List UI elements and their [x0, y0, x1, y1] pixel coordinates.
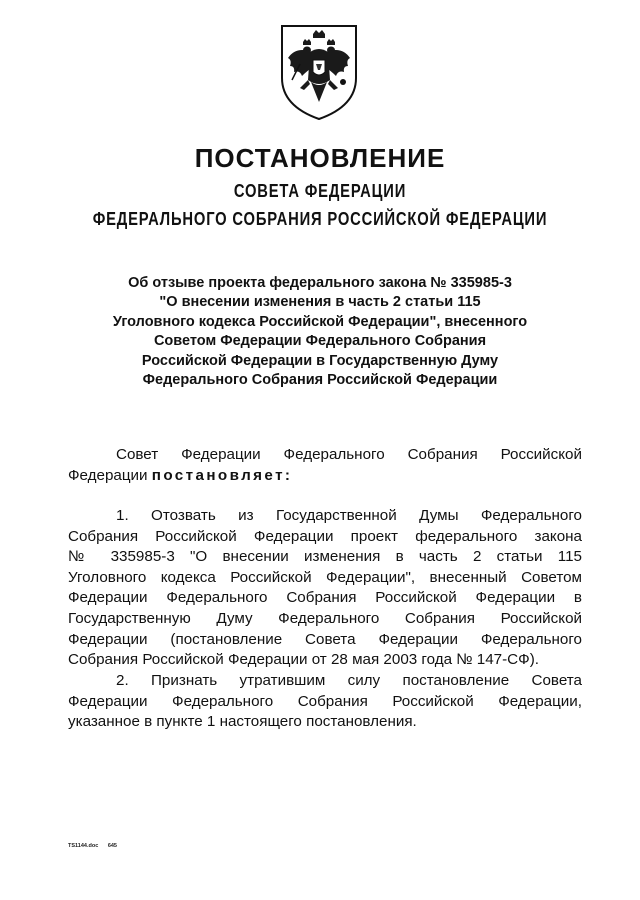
paragraph-line: Собрания Российской Федерации проект федерального закона	[68, 527, 582, 545]
subject-line: Об отзыве проекта федерального закона № 335985-3	[128, 275, 512, 291]
intro-line: Совет Федерации Федерального Собрания Российской	[116, 446, 582, 463]
footer-filename: TS1144.doc	[68, 843, 99, 849]
paragraph-line: указанное в пункте 1 настоящего постановления.	[68, 713, 417, 731]
paragraph-2	[68, 671, 582, 733]
issuer-line-1: СОВЕТА ФЕДЕРАЦИИ	[233, 181, 407, 201]
paragraph-line: Уголовного кодекса Российской Федерации", внесенный Советом	[68, 568, 582, 586]
issuer-line-2: ФЕДЕРАЛЬНОГО СОБРАНИЯ РОССИЙСКОЙ ФЕДЕРАЦИИ	[92, 209, 548, 229]
subject-line: Уголовного кодекса Российской Федерации", внесенного	[112, 313, 528, 330]
paragraph-line: Федерации Федерального Собрания Российской Федерации,	[68, 692, 582, 710]
subject-line: Советом Федерации Федерального Собрания	[153, 333, 487, 350]
paragraph-line: Собрания Российской Федерации от 28 мая 2003 года № 147-СФ).	[68, 651, 539, 669]
paragraph-line: Государственную Думу Федерального Собрания Российской	[68, 609, 582, 627]
subject-line: Российской Федерации в Государственную Думу	[141, 352, 499, 369]
subject-line: Федерального Собрания Российской Федерации	[142, 372, 498, 389]
document-subject	[100, 274, 540, 390]
paragraph-line: № 335985-3 "О внесении изменения в часть 2 статьи 115	[68, 548, 582, 566]
document-footer	[68, 843, 125, 849]
intro-prefix: Федерации	[68, 466, 152, 484]
footer-number: 645	[107, 843, 117, 849]
coat-of-arms-emblem	[276, 22, 362, 122]
subject-line: "О внесении изменения в часть 2 статьи 115	[159, 294, 481, 311]
russian-coat-of-arms-icon	[276, 22, 362, 122]
resolution-intro	[68, 445, 582, 486]
paragraph-line: Федерации (постановление Совета Федерации Федерального	[68, 630, 582, 648]
resolves-keyword: постановляет:	[151, 466, 293, 484]
paragraph-line: 1. Отозвать из Государственной Думы Федерального	[116, 507, 582, 524]
document-title: ПОСТАНОВЛЕНИЕ	[194, 143, 446, 173]
paragraph-line: Федерации Федерального Собрания Российской Федерации в	[68, 589, 582, 607]
paragraph-1	[68, 506, 582, 671]
intro-line	[68, 466, 582, 487]
paragraph-line: 2. Признать утратившим силу постановление Совета	[116, 672, 582, 689]
